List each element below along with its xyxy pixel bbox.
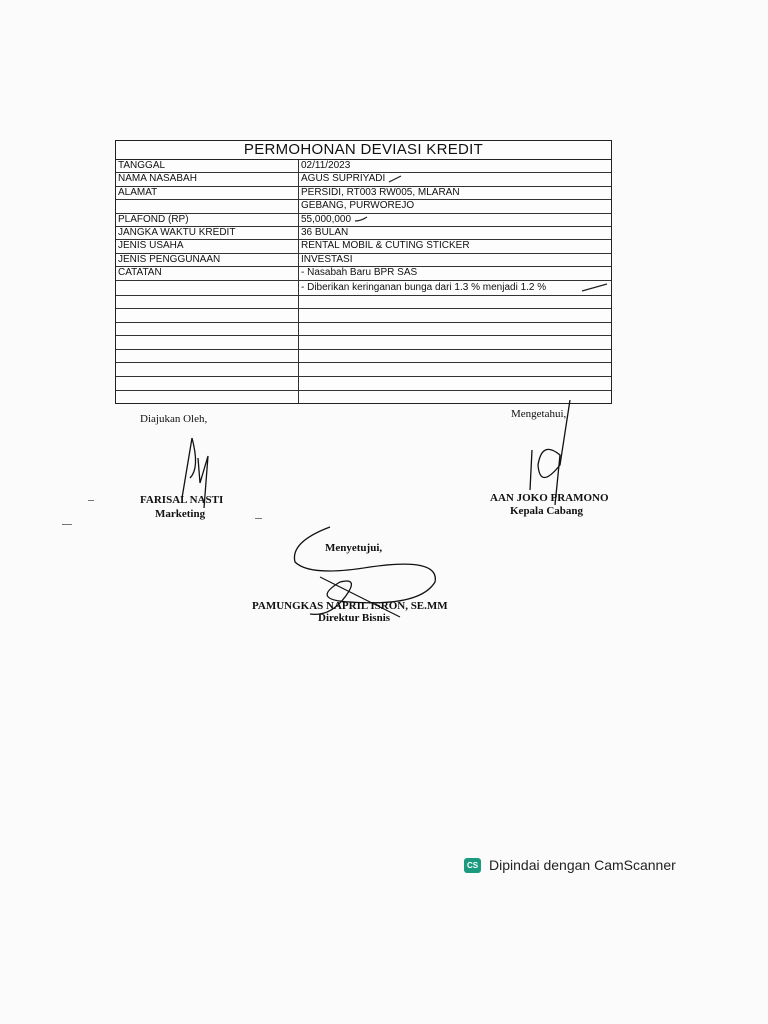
- scan-speck: [62, 524, 72, 525]
- proposed-role: Marketing: [155, 508, 206, 520]
- proposed-name: FARISAL NASTI: [140, 494, 224, 506]
- row-label: PLAFOND (RP): [116, 214, 299, 226]
- table-row: [116, 296, 611, 310]
- row-label: [116, 200, 299, 212]
- check-mark-icon: [581, 283, 609, 293]
- approved-caption: Menyetujui,: [325, 542, 383, 554]
- table-row: [116, 323, 611, 337]
- approved-role: Direktur Bisnis: [318, 612, 391, 624]
- row-value: RENTAL MOBIL & CUTING STICKER: [301, 240, 470, 252]
- table-row: [116, 227, 611, 240]
- row-value: [299, 281, 611, 295]
- row-label: TANGGAL: [116, 160, 299, 172]
- table-row: [116, 200, 611, 213]
- table-row: [116, 267, 611, 280]
- row-label: [116, 281, 299, 295]
- table-row: [116, 336, 611, 350]
- acknowledged-caption: Mengetahui,: [511, 408, 567, 420]
- camscanner-logo-icon: CS: [464, 858, 481, 873]
- row-value: [299, 173, 611, 185]
- scan-speck: [88, 500, 94, 501]
- camscanner-text: Dipindai dengan CamScanner: [489, 857, 676, 873]
- row-label: NAMA NASABAH: [116, 173, 299, 185]
- table-row: [116, 173, 611, 186]
- table-row: [116, 214, 611, 227]
- table-row: [116, 254, 611, 267]
- table-row: [116, 240, 611, 253]
- acknowledged-name: AAN JOKO PRAMONO: [490, 492, 609, 504]
- table-row: [116, 350, 611, 364]
- row-value: 02/11/2023: [301, 160, 351, 171]
- deviation-form: [115, 140, 612, 404]
- customer-name: AGUS SUPRIYADI: [301, 173, 386, 185]
- table-row: [116, 187, 611, 200]
- row-value: 36 BULAN: [301, 226, 349, 238]
- table-row: [116, 377, 611, 391]
- row-label: JENIS PENGGUNAAN: [116, 254, 299, 266]
- row-label: ALAMAT: [116, 187, 299, 199]
- row-value: PERSIDI, RT003 RW005, MLARAN: [301, 186, 460, 198]
- row-value: INVESTASI: [301, 253, 353, 265]
- table-row: [116, 281, 611, 296]
- check-mark-icon: [354, 215, 368, 223]
- table-row: [116, 363, 611, 377]
- row-label: JENIS USAHA: [116, 240, 299, 252]
- row-value: [299, 214, 611, 226]
- camscanner-watermark: [464, 857, 676, 873]
- plafond-amount: 55,000,000: [301, 213, 352, 225]
- scan-speck: [255, 518, 262, 519]
- approved-name: PAMUNGKAS NAPRIL ISRON, SE.MM: [252, 600, 448, 612]
- table-row: [116, 309, 611, 323]
- proposed-caption: Diajukan Oleh,: [140, 413, 208, 425]
- note-text: - Diberikan keringanan bunga dari 1.3 % menjadi 1.2 %: [301, 281, 547, 293]
- form-title: PERMOHONAN DEVIASI KREDIT: [116, 141, 611, 160]
- check-mark-icon: [388, 175, 402, 183]
- table-row: [116, 160, 611, 173]
- row-value: GEBANG, PURWOREJO: [301, 200, 415, 212]
- acknowledged-role: Kepala Cabang: [510, 505, 584, 517]
- row-value: - Nasabah Baru BPR SAS: [301, 267, 418, 279]
- row-label: JANGKA WAKTU KREDIT: [116, 227, 299, 239]
- row-label: CATATAN: [116, 267, 299, 279]
